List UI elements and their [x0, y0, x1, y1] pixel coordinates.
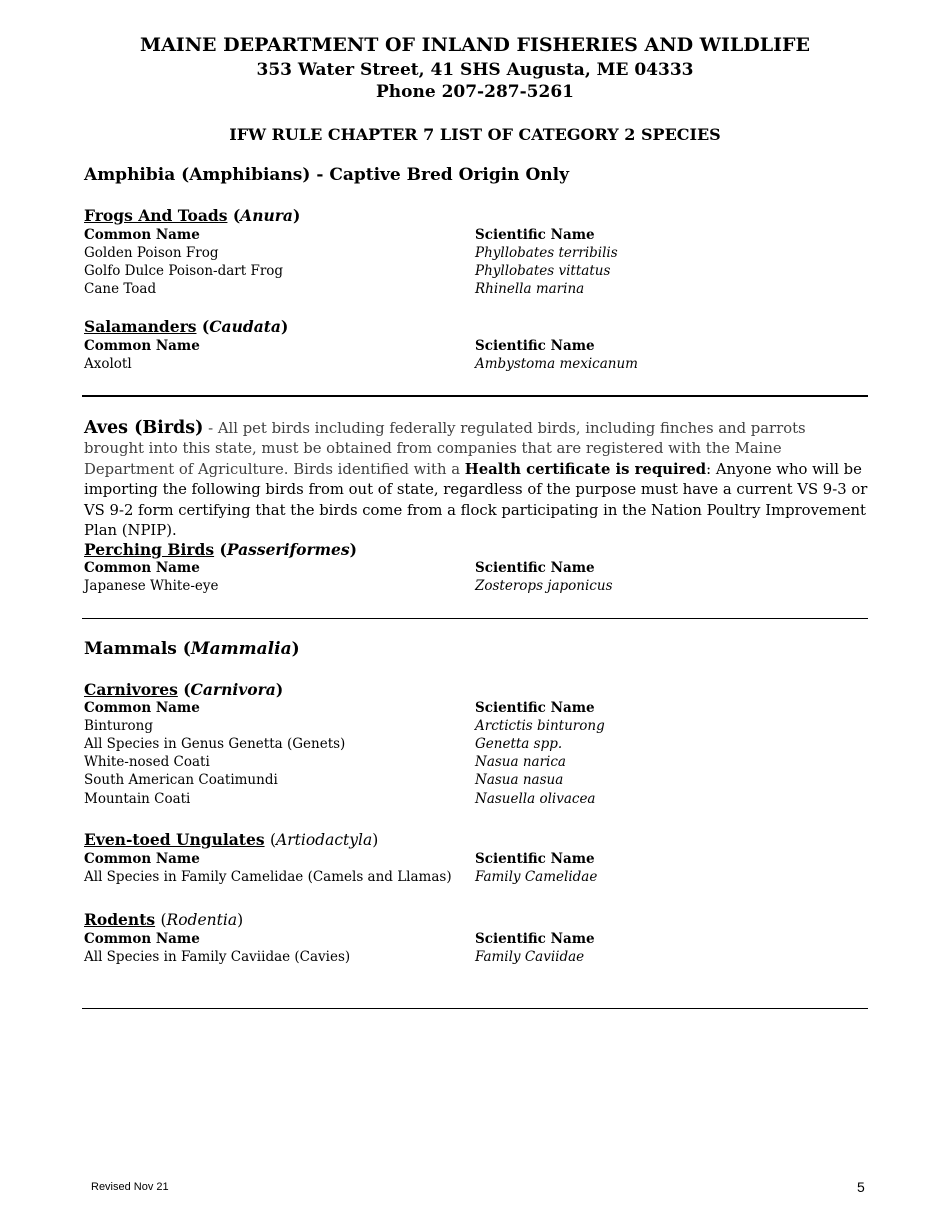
perching-order: Passeriformes	[226, 540, 350, 559]
frogs-scientific-3: Rhinella marina	[475, 281, 585, 297]
rodents-col-scientific: Scientific Name	[475, 931, 595, 947]
frogs-scientific-2: Phyllobates vittatus	[475, 263, 611, 279]
document-title: IFW RULE CHAPTER 7 LIST OF CATEGORY 2 SPECIES	[229, 125, 721, 144]
carnivores-order: Carnivora	[190, 680, 276, 699]
revised-date: Revised Nov 21	[91, 1181, 169, 1193]
salamanders-common-1: Axolotl	[84, 356, 132, 372]
mammals-heading-prefix: Mammals (	[84, 639, 191, 659]
carnivores-name: Carnivores	[84, 680, 178, 699]
salamanders-name: Salamanders	[84, 317, 197, 336]
aves-rest: : Anyone who will be importing the following birds from out of state, regardless of the purpose must have a current VS 9-3 or VS 9-2 form certifying that the birds come from a flock participating in the Nation Poultry Improvement Plan (NPIP).	[84, 460, 868, 540]
address: 353 Water Street, 41 SHS Augusta, ME 04333	[256, 60, 694, 80]
ungulates-subheading: Even-toed Ungulates (Artiodactyla)	[84, 830, 379, 849]
page-number: 5	[857, 1179, 865, 1195]
divider-mammals	[82, 1008, 868, 1009]
carnivores-scientific-5: Nasuella olivacea	[475, 791, 596, 807]
divider-amphibia	[82, 395, 868, 397]
frogs-common-1: Golden Poison Frog	[84, 245, 219, 261]
ungulates-scientific-1: Family Camelidae	[475, 869, 598, 885]
divider-aves	[82, 618, 868, 619]
aves-heading: Aves (Birds)	[84, 418, 204, 438]
carnivores-col-scientific: Scientific Name	[475, 700, 595, 716]
aves-health-certificate: Health certificate is required	[464, 460, 707, 478]
carnivores-common-3: White-nosed Coati	[84, 754, 210, 770]
frogs-scientific-1: Phyllobates terribilis	[475, 245, 618, 261]
perching-subheading: Perching Birds (Passeriformes)	[84, 540, 357, 559]
carnivores-subheading: Carnivores (Carnivora)	[84, 680, 284, 699]
ungulates-name: Even-toed Ungulates	[84, 830, 265, 849]
perching-col-common: Common Name	[84, 560, 200, 576]
salamanders-scientific-1: Ambystoma mexicanum	[475, 356, 638, 372]
rodents-scientific-1: Family Caviidae	[475, 949, 585, 965]
ungulates-col-common: Common Name	[84, 851, 200, 867]
perching-common-1: Japanese White-eye	[84, 578, 219, 594]
carnivores-common-4: South American Coatimundi	[84, 772, 278, 788]
perching-col-scientific: Scientific Name	[475, 560, 595, 576]
perching-name: Perching Birds	[84, 540, 215, 559]
frogs-name: Frogs And Toads	[84, 206, 228, 225]
phone: Phone 207-287-5261	[376, 82, 574, 102]
aves-paragraph	[84, 418, 868, 541]
ungulates-common-1: All Species in Family Camelidae (Camels and Llamas)	[84, 869, 452, 885]
carnivores-scientific-1: Arctictis binturong	[475, 718, 605, 734]
frogs-order: Anura	[240, 206, 293, 225]
rodents-subheading: Rodents (Rodentia)	[84, 910, 244, 929]
salamanders-subheading: Salamanders (Caudata)	[84, 317, 289, 336]
mammals-heading-suffix: )	[291, 639, 300, 659]
amphibia-heading: Amphibia (Amphibians) - Captive Bred Origin Only	[84, 165, 569, 185]
frogs-common-3: Cane Toad	[84, 281, 157, 297]
rodents-order: Rodentia	[166, 911, 238, 929]
org-name: MAINE DEPARTMENT OF INLAND FISHERIES AND WILDLIFE	[140, 34, 810, 56]
frogs-subheading: Frogs And Toads (Anura)	[84, 206, 301, 225]
rodents-common-1: All Species in Family Caviidae (Cavies)	[84, 949, 351, 965]
carnivores-scientific-4: Nasua nasua	[475, 772, 564, 788]
carnivores-scientific-3: Nasua narica	[475, 754, 566, 770]
frogs-col-common: Common Name	[84, 227, 200, 243]
carnivores-common-5: Mountain Coati	[84, 791, 191, 807]
mammals-heading-order: Mammalia	[190, 639, 292, 659]
carnivores-common-2: All Species in Genus Genetta (Genets)	[84, 736, 346, 752]
carnivores-common-1: Binturong	[84, 718, 153, 734]
rodents-name: Rodents	[84, 910, 156, 929]
salamanders-order: Caudata	[209, 317, 281, 336]
carnivores-scientific-2: Genetta spp.	[475, 736, 563, 752]
ungulates-col-scientific: Scientific Name	[475, 851, 595, 867]
salamanders-col-common: Common Name	[84, 338, 200, 354]
ungulates-order: Artiodactyla	[276, 831, 373, 849]
frogs-col-scientific: Scientific Name	[475, 227, 595, 243]
salamanders-col-scientific: Scientific Name	[475, 338, 595, 354]
aves-intro: - All pet birds including federally regulated birds, including finches and parrots brought into this state, must be obtained from companies that are registered with the Maine Department of Agriculture. Birds identified with a	[84, 420, 806, 478]
mammals-heading	[84, 639, 300, 659]
frogs-common-2: Golfo Dulce Poison-dart Frog	[84, 263, 284, 279]
carnivores-col-common: Common Name	[84, 700, 200, 716]
rodents-col-common: Common Name	[84, 931, 200, 947]
perching-scientific-1: Zosterops japonicus	[475, 578, 613, 594]
